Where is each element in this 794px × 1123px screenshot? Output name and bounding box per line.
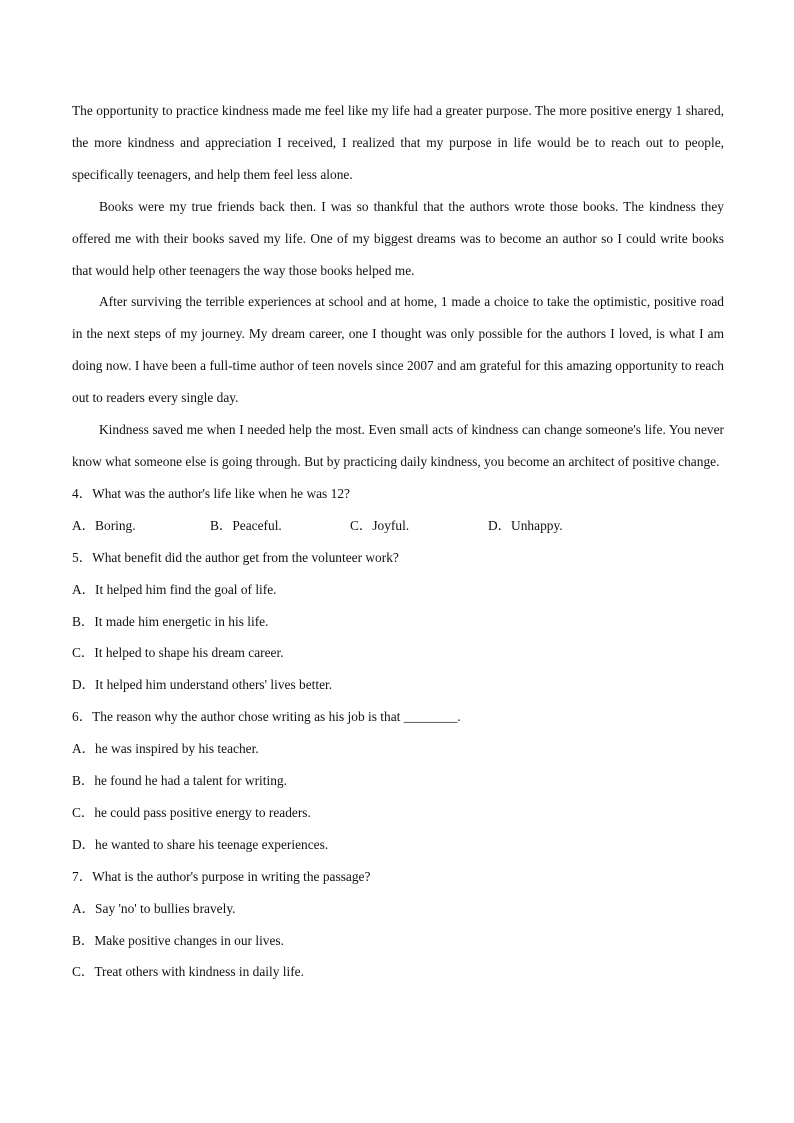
option-b: B．Peaceful. bbox=[210, 517, 282, 533]
question-stem: 6．The reason why the author chose writing as his job is that ________. bbox=[72, 709, 461, 725]
passage-paragraph: Kindness saved me when I needed help the most. Even small acts of kindness can change someone's life. You never know what someone else is going through. But by practicing daily kindness, you become an architect of positive change. bbox=[72, 422, 724, 469]
option-d: D．It helped him understand others' lives better. bbox=[72, 677, 333, 693]
option-c: C．Joyful. bbox=[350, 517, 410, 533]
question-stem: 7．What is the author's purpose in writing the passage? bbox=[72, 868, 371, 884]
passage-paragraph: Books were my true friends back then. I was so thankful that the authors wrote those books. The kindness they offered me with their books saved my life. One of my biggest dreams was to become an author so I could write books that would help other teenagers the way those books helped me. bbox=[72, 198, 724, 278]
question-stem: 5．What benefit did the author get from the volunteer work? bbox=[72, 549, 399, 565]
document-page bbox=[72, 95, 724, 988]
option-c: C．It helped to shape his dream career. bbox=[72, 645, 284, 661]
option-a: A．It helped him find the goal of life. bbox=[72, 581, 277, 597]
option-d: D．he wanted to share his teenage experiences. bbox=[72, 836, 329, 852]
option-a: A．Say 'no' to bullies bravely. bbox=[72, 900, 236, 916]
option-c: C．Treat others with kindness in daily life. bbox=[72, 964, 304, 980]
option-b: B．he found he had a talent for writing. bbox=[72, 773, 287, 789]
option-b: B．Make positive changes in our lives. bbox=[72, 932, 284, 948]
question-options-row bbox=[72, 510, 724, 542]
passage-paragraph: The opportunity to practice kindness made me feel like my life had a greater purpose. The more positive energy 1 shared, the more kindness and appreciation I received, I realized that my purpose in life would be to reach out to people, specifically teenagers, and help them feel less alone. bbox=[72, 103, 724, 182]
option-a: A．he was inspired by his teacher. bbox=[72, 741, 259, 757]
option-c: C．he could pass positive energy to readers. bbox=[72, 804, 311, 820]
option-a: A．Boring. bbox=[72, 517, 136, 533]
option-d: D．Unhappy. bbox=[488, 517, 563, 533]
question-stem: 4．What was the author's life like when he was 12? bbox=[72, 485, 350, 501]
passage-paragraph: After surviving the terrible experiences at school and at home, 1 made a choice to take the optimistic, positive road in the next steps of my journey. My dream career, one I thought was only possible for the authors I loved, is what I am doing now. I have been a full-time author of teen novels since 2007 and am grateful for this amazing opportunity to reach out to readers every single day. bbox=[72, 294, 724, 406]
option-b: B．It made him energetic in his life. bbox=[72, 613, 269, 629]
